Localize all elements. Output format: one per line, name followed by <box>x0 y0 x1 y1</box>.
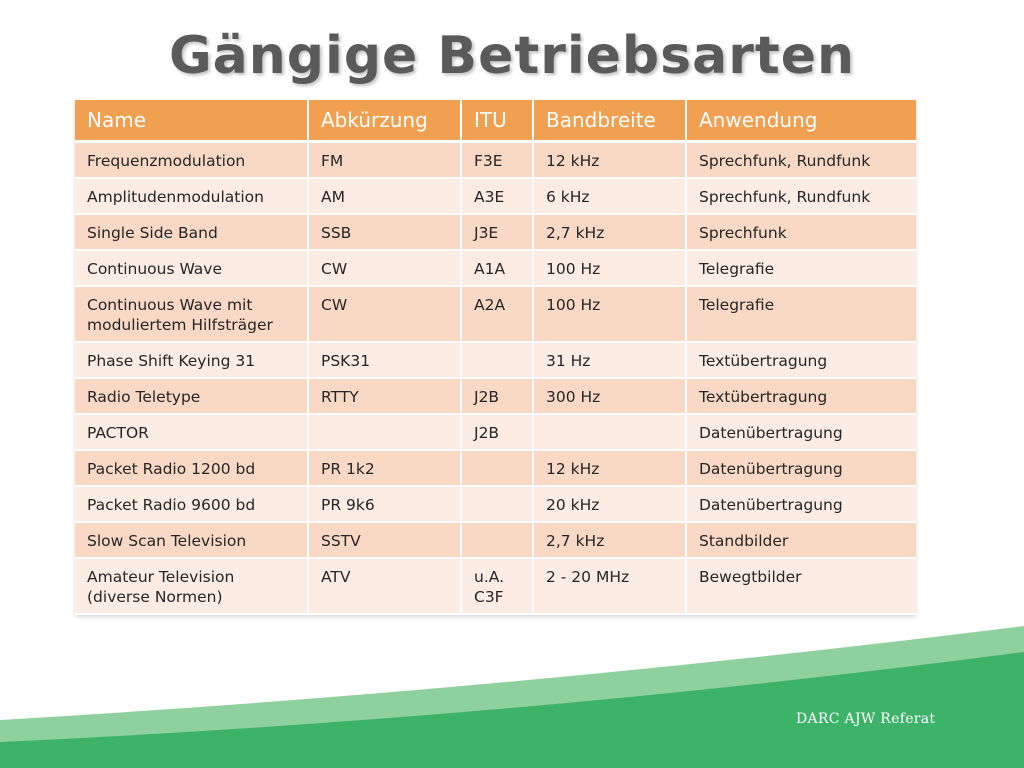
cell-name: Continuous Wave mit moduliertem Hilfsträger <box>75 286 308 342</box>
cell-anwendung: Telegrafie <box>686 286 916 342</box>
footer-label: DARC AJW Referat <box>796 711 936 727</box>
cell-name: Single Side Band <box>75 214 308 250</box>
cell-name: Amplitudenmodulation <box>75 178 308 214</box>
cell-abkuerzung: FM <box>308 141 461 178</box>
cell-name: PACTOR <box>75 414 308 450</box>
header-anwendung: Anwendung <box>686 100 916 141</box>
cell-anwendung: Textübertragung <box>686 342 916 378</box>
cell-abkuerzung: RTTY <box>308 378 461 414</box>
table-row <box>75 286 916 342</box>
footer-wave-decoration <box>0 600 1024 768</box>
table-header-row <box>75 100 916 141</box>
cell-itu <box>461 486 533 522</box>
cell-anwendung: Datenübertragung <box>686 486 916 522</box>
cell-anwendung: Datenübertragung <box>686 414 916 450</box>
cell-anwendung: Telegrafie <box>686 250 916 286</box>
table-row <box>75 250 916 286</box>
cell-itu: A2A <box>461 286 533 342</box>
cell-name: Phase Shift Keying 31 <box>75 342 308 378</box>
cell-itu <box>461 342 533 378</box>
cell-name: Packet Radio 1200 bd <box>75 450 308 486</box>
cell-itu: u.A. C3F <box>461 558 533 614</box>
cell-anwendung: Sprechfunk <box>686 214 916 250</box>
cell-bandbreite: 2,7 kHz <box>533 214 686 250</box>
cell-anwendung: Sprechfunk, Rundfunk <box>686 141 916 178</box>
header-abkuerzung: Abkürzung <box>308 100 461 141</box>
cell-bandbreite: 12 kHz <box>533 141 686 178</box>
cell-bandbreite: 100 Hz <box>533 250 686 286</box>
cell-anwendung: Datenübertragung <box>686 450 916 486</box>
cell-abkuerzung: CW <box>308 286 461 342</box>
cell-itu: J3E <box>461 214 533 250</box>
table-row <box>75 414 916 450</box>
cell-itu <box>461 522 533 558</box>
cell-anwendung: Standbilder <box>686 522 916 558</box>
table-row <box>75 522 916 558</box>
table-row <box>75 342 916 378</box>
cell-bandbreite: 100 Hz <box>533 286 686 342</box>
cell-abkuerzung: PR 9k6 <box>308 486 461 522</box>
cell-abkuerzung: PR 1k2 <box>308 450 461 486</box>
slide-title: Gängige Betriebsarten <box>169 26 855 86</box>
header-itu: ITU <box>461 100 533 141</box>
cell-bandbreite: 6 kHz <box>533 178 686 214</box>
header-name: Name <box>75 100 308 141</box>
cell-name: Continuous Wave <box>75 250 308 286</box>
cell-bandbreite: 12 kHz <box>533 450 686 486</box>
cell-itu <box>461 450 533 486</box>
cell-itu: J2B <box>461 378 533 414</box>
table-row <box>75 178 916 214</box>
cell-itu: F3E <box>461 141 533 178</box>
cell-itu: J2B <box>461 414 533 450</box>
cell-bandbreite: 2 - 20 MHz <box>533 558 686 614</box>
cell-name: Radio Teletype <box>75 378 308 414</box>
cell-abkuerzung: SSTV <box>308 522 461 558</box>
cell-abkuerzung: AM <box>308 178 461 214</box>
cell-anwendung: Sprechfunk, Rundfunk <box>686 178 916 214</box>
cell-abkuerzung <box>308 414 461 450</box>
cell-abkuerzung: ATV <box>308 558 461 614</box>
header-bandbreite: Bandbreite <box>533 100 686 141</box>
cell-bandbreite: 300 Hz <box>533 378 686 414</box>
cell-name: Amateur Television (diverse Normen) <box>75 558 308 614</box>
cell-bandbreite: 20 kHz <box>533 486 686 522</box>
cell-bandbreite <box>533 414 686 450</box>
table-row <box>75 378 916 414</box>
table-body <box>75 141 916 614</box>
cell-name: Slow Scan Television <box>75 522 308 558</box>
cell-itu: A3E <box>461 178 533 214</box>
operating-modes-table <box>75 100 916 615</box>
cell-anwendung: Bewegtbilder <box>686 558 916 614</box>
cell-abkuerzung: SSB <box>308 214 461 250</box>
cell-bandbreite: 2,7 kHz <box>533 522 686 558</box>
table-row <box>75 214 916 250</box>
cell-bandbreite: 31 Hz <box>533 342 686 378</box>
cell-name: Frequenzmodulation <box>75 141 308 178</box>
cell-name: Packet Radio 9600 bd <box>75 486 308 522</box>
cell-itu: A1A <box>461 250 533 286</box>
table-row <box>75 486 916 522</box>
table-row <box>75 141 916 178</box>
cell-abkuerzung: CW <box>308 250 461 286</box>
table-row <box>75 450 916 486</box>
cell-anwendung: Textübertragung <box>686 378 916 414</box>
cell-abkuerzung: PSK31 <box>308 342 461 378</box>
